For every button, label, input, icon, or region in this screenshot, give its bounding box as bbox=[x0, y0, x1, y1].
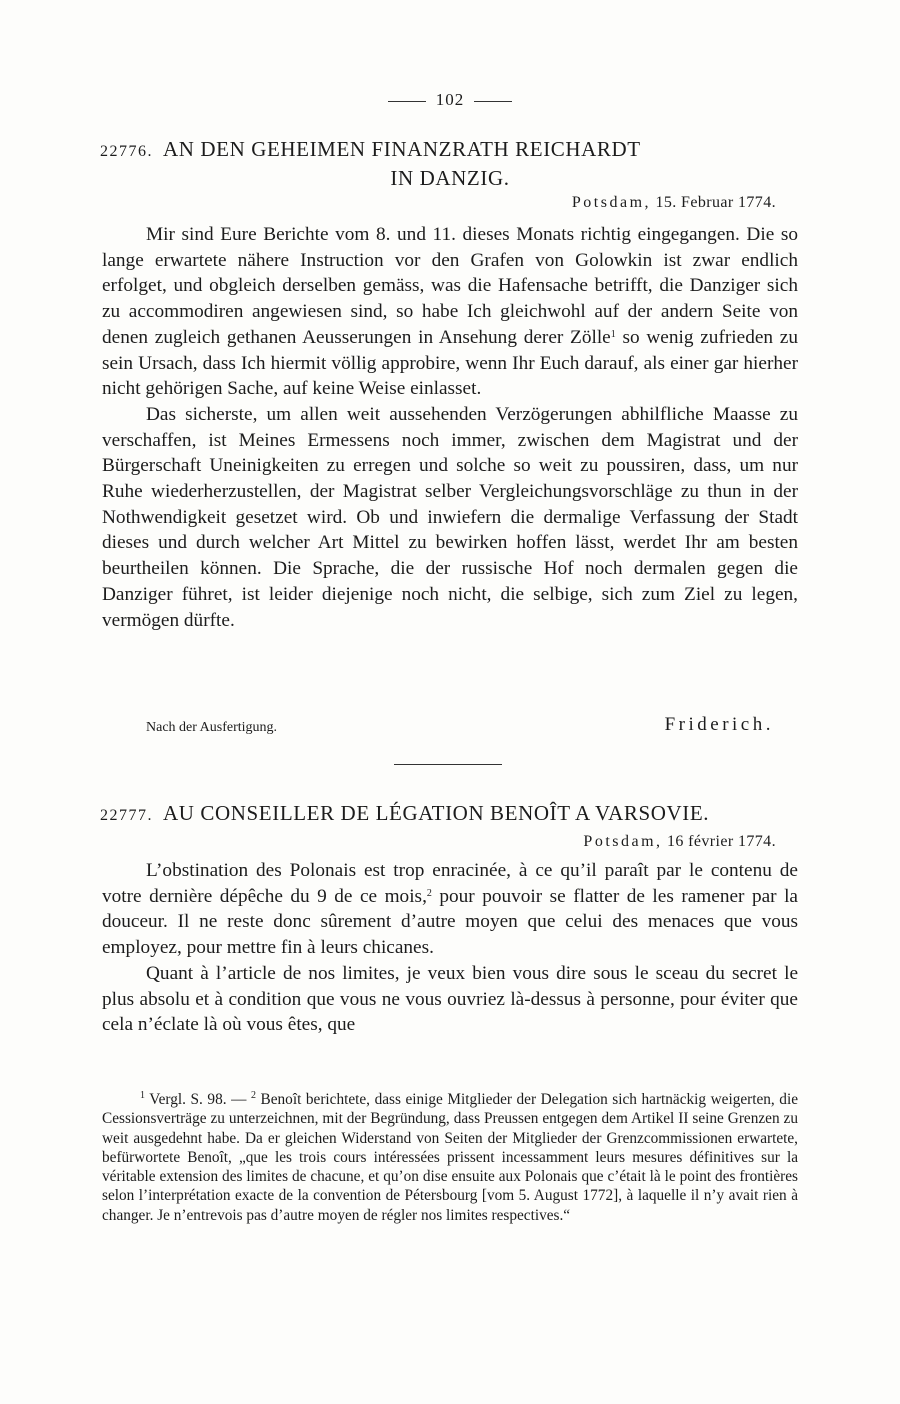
footnote-ref-2: 2 bbox=[426, 887, 432, 899]
footnote-1-text: Vergl. S. 98. — bbox=[145, 1091, 251, 1108]
letter2-paragraph-1-text-b: pour pouvoir se flatter de les ramener par la douceur. Il ne reste donc sûrement d’autre moyen que celui des menaces que vous employez, pour mettre fin à leurs chicanes. bbox=[102, 885, 798, 959]
footnotes bbox=[102, 1090, 798, 1225]
letter1-dateline bbox=[572, 194, 776, 212]
letter1-number: 22776. bbox=[100, 143, 153, 160]
letter2-paragraph-2: Quant à l’article de nos limites, je veux bien vous dire sous le sceau du secret le plus absolu et à condition que vous ne vous ouvriez là-dessus à personne, pour éviter que cela n’éclate là où vous êtes, que bbox=[102, 962, 798, 1036]
letter1-paragraph-1-text-a: Mir sind Eure Berichte vom 8. und 11. dieses Monats richtig eingegangen. Die so lange erwartete nähere Instruction vor den Grafen von Golowkin ist zwar endlich erfolget, und obgleich derselben gemäss, was die Hafensache betrifft, die Danziger sich zu accommodiren angewiesen sind, so habe Ich gleichwohl auf der andern Seite von denen zugleich gethanen Aeusserungen in Ansehung derer Zölle bbox=[102, 224, 798, 348]
letter2-paragraph-1-text-a: L’obstination des Polonais est trop enracinée, à ce qu’il paraît par le contenu de votre dernière dépêche du 9 de ce mois, bbox=[102, 860, 798, 907]
page-number-text: 102 bbox=[435, 90, 465, 109]
letter1-body bbox=[102, 222, 798, 633]
footnote-ref-1: 1 bbox=[610, 328, 616, 340]
letter2-number: 22777. bbox=[100, 807, 153, 824]
page-number-dash-left bbox=[388, 101, 426, 102]
footnote-1-marker: 1 bbox=[140, 1090, 145, 1101]
source-note: Nach der Ausfertigung. bbox=[146, 720, 278, 735]
letter1-heading bbox=[100, 136, 800, 192]
letter1-title-line1: AN DEN GEHEIMEN FINANZRATH REICHARDT bbox=[163, 137, 641, 161]
letter2-date: 16 février 1774. bbox=[666, 833, 776, 850]
footnote-2-marker: 2 bbox=[250, 1090, 256, 1101]
letter1-paragraph-1 bbox=[102, 222, 798, 402]
letter2-dateline bbox=[583, 833, 776, 851]
letter2-body bbox=[102, 858, 798, 1038]
footnote-block bbox=[102, 1090, 798, 1225]
footnote-2-text: Benoît berichtete, dass einige Mitglieder der Delegation sich hartnäckig weigerten, die Cessionsverträge zu unterzeichnen, mit der Begründung, dass Preussen entgegen dem Artikel II seine Grenzen zu weit ausgedehnt habe. Da er gleichen Widerstand von Seiten der Mitglieder der Grenzcommissionen erwartete, befürwortete Benoît, „que les trois cours intéressées prissent incessamment leurs mesures définitives sur la véritable extension des limites de chacune, et qu’on dise ensuite aux Polonais que c’était là le point des frontières selon l’interprétation exacte de la convention de Pétersbourg [vom 5. August 1772], à laquelle il n’y avait rien à changer. Je n’entrevois pas d’autre moyen de régler nos limites respectives.“ bbox=[102, 1091, 798, 1224]
page-number bbox=[0, 90, 900, 110]
section-divider bbox=[394, 764, 502, 765]
signature: Friderich. bbox=[664, 714, 774, 735]
letter1-place: Potsdam, bbox=[571, 194, 652, 211]
letter2-paragraph-1 bbox=[102, 858, 798, 961]
letter2-title: AU CONSEILLER DE LÉGATION BENOÎT A VARSOVIE. bbox=[163, 801, 710, 825]
letter2-heading bbox=[100, 800, 800, 829]
letter1-paragraph-1-text-b: so wenig zufrieden zu sein Ursach, dass Ich hiermit völlig approbire, wenn Ihr Euch darauf, als einer gar hierher nicht gehörigen Sache, auf keine Weise einlasset. bbox=[102, 326, 798, 400]
letter1-title-line2: IN DANZIG. bbox=[390, 166, 510, 190]
letter1-paragraph-2: Das sicherste, um allen weit aussehenden Verzögerungen abhilfliche Maasse zu verschaffen, ist Meines Ermessens noch immer, zwischen dem Magistrat und der Bürgerschaft Uneinigkeiten zu erregen und solche so weit zu poussiren, dass, um nur Ruhe wiederherzustellen, der Magistrat selber Vergleichungsvorschläge zu thun in der Nothwendigkeit gesetzet wird. Ob und inwiefern die dermalige Verfassung der Stadt dieses und durch welcher Art Mittel zu bewirken hoffen lässt, werdet Ihr am besten beurtheilen können. Die Sprache, die der russische Hof noch dermalen gegen die Danziger führet, ist leider diejenige noch nicht, die selbige, sich zum Ziel zu legen, vermögen dürfte. bbox=[102, 403, 798, 631]
letter2-place: Potsdam, bbox=[583, 833, 663, 850]
letter1-closing bbox=[146, 714, 774, 736]
letter1-date: 15. Februar 1774. bbox=[655, 194, 776, 211]
page-number-dash-right bbox=[474, 101, 512, 102]
